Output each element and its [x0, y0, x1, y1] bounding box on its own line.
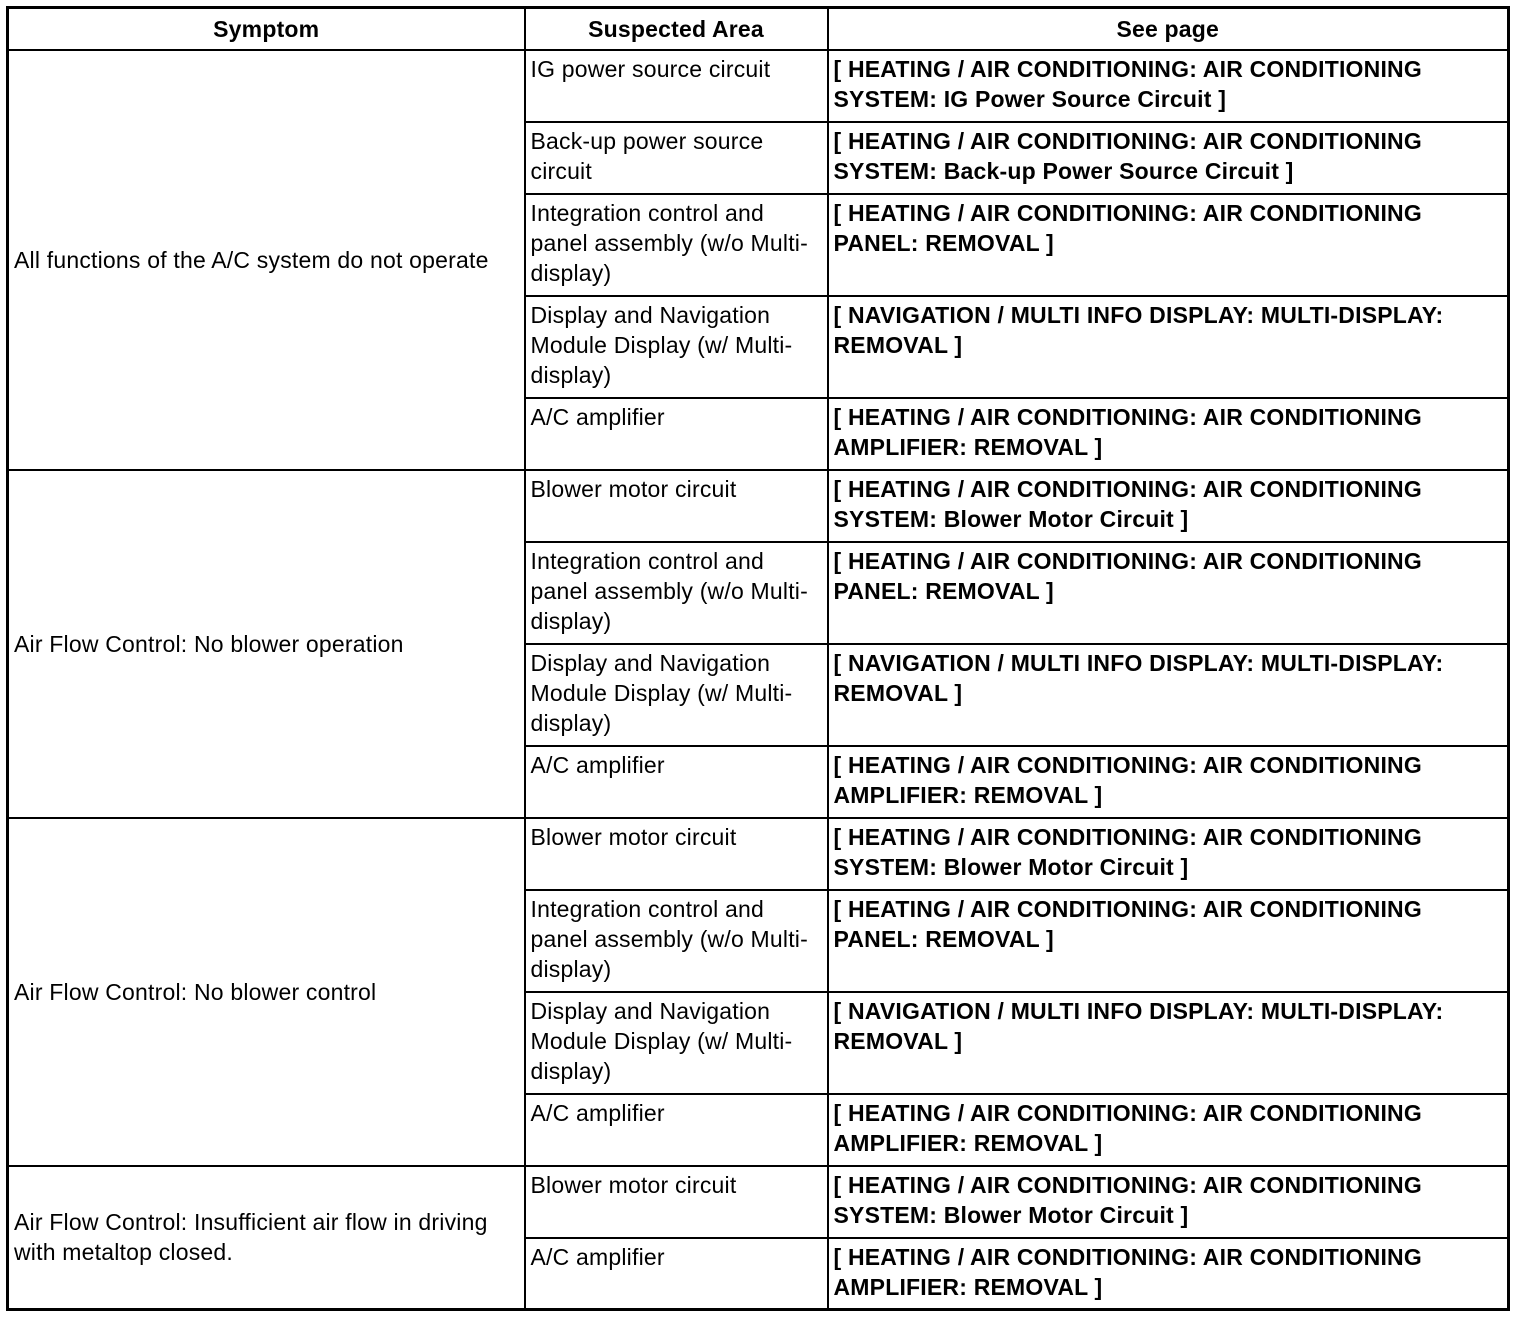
suspected-area-cell: Integration control and panel assembly (w/o Multi-display) [525, 890, 828, 992]
see-page-link[interactable]: [ HEATING / AIR CONDITIONING: AIR CONDITIONING SYSTEM: Blower Motor Circuit ] [828, 470, 1509, 542]
symptom-cell: Air Flow Control: Insufficient air flow in driving with metaltop closed. [8, 1166, 525, 1310]
symptom-cell: Air Flow Control: No blower control [8, 818, 525, 1166]
suspected-area-cell: Display and Navigation Module Display (w/ Multi-display) [525, 296, 828, 398]
suspected-area-cell: Integration control and panel assembly (w/o Multi-display) [525, 542, 828, 644]
table-row [8, 818, 1509, 890]
see-page-link[interactable]: [ HEATING / AIR CONDITIONING: AIR CONDITIONING PANEL: REMOVAL ] [828, 890, 1509, 992]
table-header-row [8, 8, 1509, 50]
see-page-link[interactable]: [ HEATING / AIR CONDITIONING: AIR CONDITIONING SYSTEM: Blower Motor Circuit ] [828, 818, 1509, 890]
suspected-area-cell: Blower motor circuit [525, 1166, 828, 1238]
see-page-link[interactable]: [ HEATING / AIR CONDITIONING: AIR CONDITIONING SYSTEM: IG Power Source Circuit ] [828, 50, 1509, 122]
suspected-area-cell: A/C amplifier [525, 746, 828, 818]
suspected-area-cell: A/C amplifier [525, 398, 828, 470]
table-row [8, 50, 1509, 122]
see-page-link[interactable]: [ NAVIGATION / MULTI INFO DISPLAY: MULTI-DISPLAY: REMOVAL ] [828, 296, 1509, 398]
see-page-link[interactable]: [ HEATING / AIR CONDITIONING: AIR CONDITIONING PANEL: REMOVAL ] [828, 542, 1509, 644]
suspected-area-cell: Blower motor circuit [525, 470, 828, 542]
suspected-area-cell: A/C amplifier [525, 1238, 828, 1310]
see-page-link[interactable]: [ HEATING / AIR CONDITIONING: AIR CONDITIONING AMPLIFIER: REMOVAL ] [828, 746, 1509, 818]
see-page-link[interactable]: [ HEATING / AIR CONDITIONING: AIR CONDITIONING SYSTEM: Back-up Power Source Circuit ] [828, 122, 1509, 194]
symptom-cell: All functions of the A/C system do not operate [8, 50, 525, 470]
see-page-link[interactable]: [ HEATING / AIR CONDITIONING: AIR CONDITIONING PANEL: REMOVAL ] [828, 194, 1509, 296]
see-page-link[interactable]: [ NAVIGATION / MULTI INFO DISPLAY: MULTI-DISPLAY: REMOVAL ] [828, 992, 1509, 1094]
see-page-link[interactable]: [ HEATING / AIR CONDITIONING: AIR CONDITIONING AMPLIFIER: REMOVAL ] [828, 1238, 1509, 1310]
suspected-area-cell: IG power source circuit [525, 50, 828, 122]
suspected-area-cell: A/C amplifier [525, 1094, 828, 1166]
see-page-link[interactable]: [ HEATING / AIR CONDITIONING: AIR CONDITIONING SYSTEM: Blower Motor Circuit ] [828, 1166, 1509, 1238]
table-row [8, 1166, 1509, 1238]
see-page-link[interactable]: [ HEATING / AIR CONDITIONING: AIR CONDITIONING AMPLIFIER: REMOVAL ] [828, 1094, 1509, 1166]
header-see-page: See page [828, 8, 1509, 50]
symptom-cell: Air Flow Control: No blower operation [8, 470, 525, 818]
header-suspected-area: Suspected Area [525, 8, 828, 50]
see-page-link[interactable]: [ NAVIGATION / MULTI INFO DISPLAY: MULTI-DISPLAY: REMOVAL ] [828, 644, 1509, 746]
problem-symptoms-table [6, 6, 1510, 1311]
suspected-area-cell: Back-up power source circuit [525, 122, 828, 194]
table-row [8, 470, 1509, 542]
suspected-area-cell: Display and Navigation Module Display (w/ Multi-display) [525, 644, 828, 746]
see-page-link[interactable]: [ HEATING / AIR CONDITIONING: AIR CONDITIONING AMPLIFIER: REMOVAL ] [828, 398, 1509, 470]
suspected-area-cell: Blower motor circuit [525, 818, 828, 890]
suspected-area-cell: Integration control and panel assembly (w/o Multi-display) [525, 194, 828, 296]
suspected-area-cell: Display and Navigation Module Display (w/ Multi-display) [525, 992, 828, 1094]
header-symptom: Symptom [8, 8, 525, 50]
